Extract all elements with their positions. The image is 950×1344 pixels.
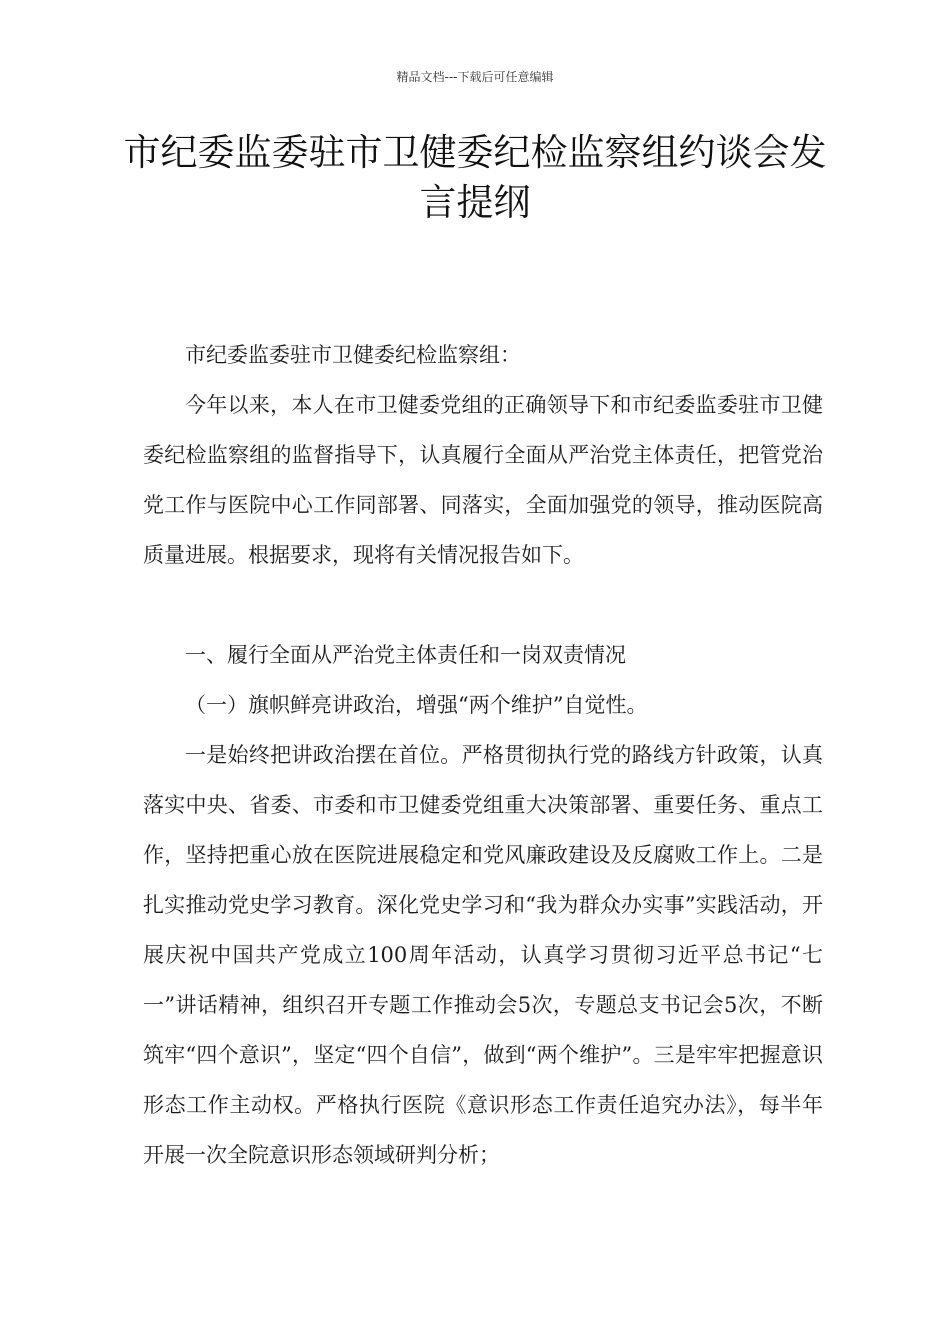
addressee: 市纪委监委驻市卫健委纪检监察组： [185,343,521,367]
intro-paragraph: 今年以来，本人在市卫健委党组的正确领导下和市纪委监委驻市卫健委纪检监察组的监督指导下，认真履行全面从严治党主体责任，把管党治党工作与医院中心工作同部署、同落实，全面加强党的领导，推动医院高质量进展。根据要求，现将有关情况报告如下。 [143,393,823,567]
header-note: 精品文档---下载后可任意编辑 [396,70,554,84]
document-title: 市纪委监委驻市卫健委纪检监察组约谈会发言提纲 [123,131,827,224]
subsection-heading: （一）旗帜鲜亮讲政治，增强“两个维护”自觉性。 [185,693,648,717]
body-paragraph: 一是始终把讲政治摆在首位。严格贯彻执行党的路线方针政策，认真落实中央、省委、市委和市卫健委党组重大决策部署、重要任务、重点工作，坚持把重心放在医院进展稳定和党风廉政建设及反腐败工作上。二是扎实推动党史学习教育。深化党史学习和“我为群众办实事”实践活动，开展庆祝中国共产党成立100周年活动，认真学习贯彻习近平总书记“七一”讲话精神，组织召开专题工作推动会5次，专题总支书记会5次，不断筑牢“四个意识”，坚定“四个自信”，做到“两个维护”。三是牢牢把握意识形态工作主动权。严格执行医院《意识形态工作责任追究办法》，每半年开展一次全院意识形态领域研判分析； [143,743,823,1167]
document-body [143,330,823,1180]
section-heading: 一、履行全面从严治党主体责任和一岗双责情况 [185,643,626,667]
